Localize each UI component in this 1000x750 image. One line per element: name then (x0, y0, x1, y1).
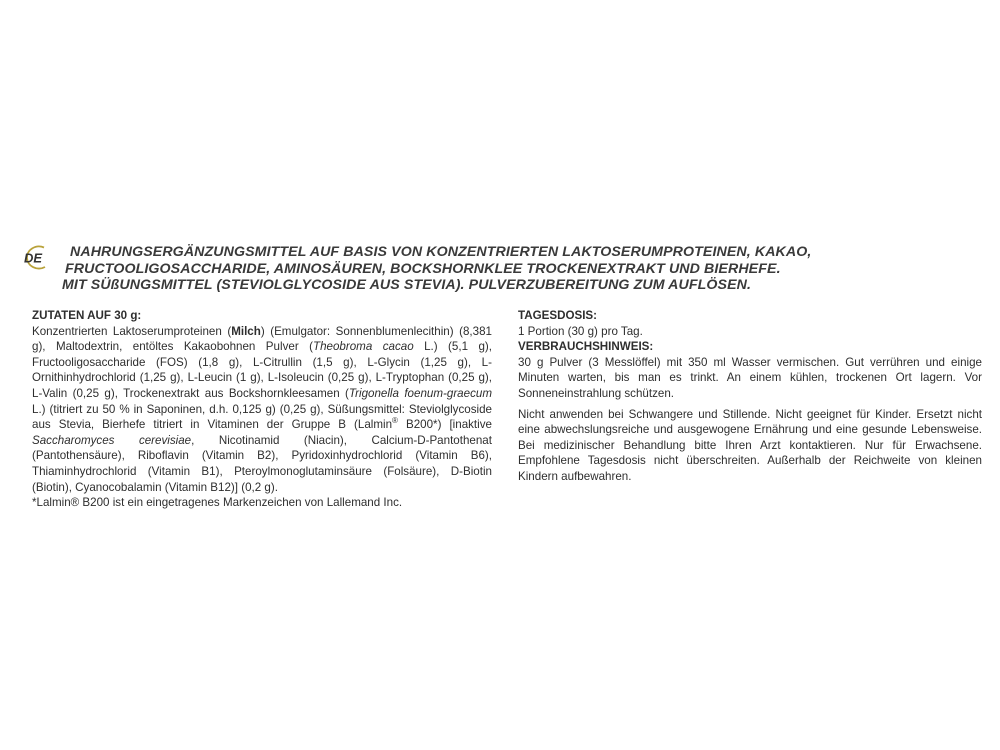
product-description-header (62, 244, 962, 294)
daily-dose-text: 1 Portion (30 g) pro Tag. (518, 324, 643, 338)
allergen-milk: Milch (231, 324, 261, 338)
language-badge-icon (14, 244, 60, 272)
registered-mark: ® (392, 416, 398, 426)
ingredients-text: Konzentrierten Laktoserumproteinen (Milch) (Emulgator: Sonnenblumenlecithin) (8,381 g), Maltodextrin, entöltes Kakaobohnen Pulver (Theobroma cacao L.) (5,1 g), Fructooligosaccharide (FOS) (1,8 g), L-Citrullin (1,5 g), L-Glycin (1,25 g), L-Ornithinhydrochlorid (1,25 g), L-Leucin (1 g), L-Isoleucin (0,25 g), L-Tryptophan (0,25 g), L-Valin (0,25 g), Trockenextrakt aus Bockshornkleesamen (Trigonella foenum-graecum L.) (titriert zu 50 % in Saponinen, d.h. 0,125 g) (0,25 g), Süßungsmittel: Steviolglycoside aus Stevia, Bierhefe titriert in Vitaminen der Gruppe B (Lalmin® B200*) [inaktive Saccharomyces cerevisiae, Nicotinamid (Niacin), Calcium-D-Pantothenat (Pantothensäure), Riboflavin (Vitamin B2), Pyridoxinhydrochlorid (Vitamin B6), Thiaminhydrochlorid (Vitamin B1), Pteroylmonoglutaminsäure (Folsäure), D-Biotin (Biotin), Cyanocobalamin (Vitamin B12)] (0,2 g). (32, 324, 493, 494)
daily-dose-heading: TAGESDOSIS: (518, 309, 598, 322)
latin-name-trigonella: Trigonella foenum-graecum (348, 386, 492, 400)
trademark-footnote: *Lalmin® B200 ist ein eingetragenes Markenzeichen von Lallemand Inc. (32, 496, 403, 510)
language-badge-text: DE (24, 250, 43, 266)
usage-heading: VERBRAUCHSHINWEIS: (518, 340, 654, 354)
ingredients-heading: ZUTATEN AUF 30 g: (32, 309, 142, 322)
usage-text: 30 g Pulver (3 Messlöffel) mit 350 ml Wasser vermischen. Gut verrühren und einige Minuten warten, bis man es trinkt. An einem kühlen, trockenen Ort lagern. Vor Sonneneinstrahlung schützen. (518, 355, 982, 400)
usage-column (518, 308, 982, 485)
header-line-1: NAHRUNGSERGÄNZUNGSMITTEL AUF BASIS VON KONZENTRIERTEN LAKTOSERUMPROTEINEN, KAKAO, (70, 244, 812, 260)
header-line-3: MIT SÜßUNGSMITTEL (STEVIOLGLYCOSIDE AUS STEVIA). PULVERZUBEREITUNG ZUM AUFLÖSEN. (62, 277, 752, 293)
language-badge-de (14, 244, 60, 272)
latin-name-theobroma: Theobroma cacao (312, 340, 414, 354)
warning-text: Nicht anwenden bei Schwangere und Stillende. Nicht geeignet für Kinder. Ersetzt nicht eine abwechslungsreiche und ausgewogene Ernährung und eine gesunde Lebensweise. Bei medizinischer Behandlung bitte Ihren Arzt kontaktieren. Nur für Erwachsene. Empfohlene Tagesdosis nicht überschreiten. Außerhalb der Reichweite von kleinen Kindern aufbewahren. (518, 407, 982, 483)
ingredients-column (32, 308, 492, 511)
header-line-2: FRUCTOOLIGOSACCHARIDE, AMINOSÄUREN, BOCKSHORNKLEE TROCKENEXTRAKT UND BIERHEFE. (65, 260, 781, 277)
latin-name-saccharomyces: Saccharomyces cerevisiae (32, 433, 192, 447)
